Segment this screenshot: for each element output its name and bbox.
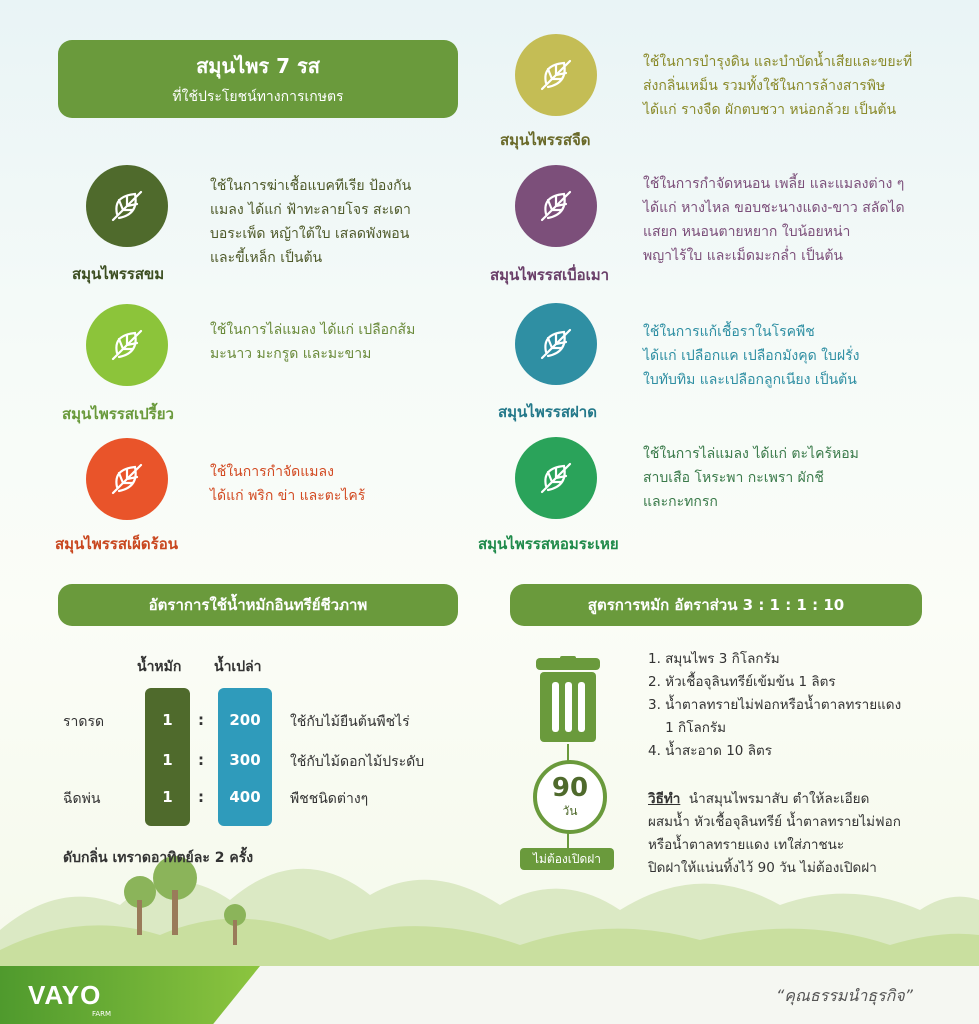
herb-desc-bland: ใช้ในการบำรุงดิน และบำบัดน้ำเสียและขยะที่ ส่งกลิ่นเหม็น รวมทั้งใช้ในการล้างสารพิษ ได้แก่ รางจืด ผักตบชวา หน่อกล้วย เป็นต้น	[643, 54, 913, 118]
method-text: วิธีทำ นำสมุนไพรมาสับ ตำให้ละเอียด ผสมน้ำ หัวเชื้อจุลินทรีย์ น้ำตาลทรายไม่ฟอก หรือน้ำตาลทรายแดง เทใส่ภาชนะ ปิดฝาให้แน่นทิ้งไว้ 90 วัน ไม่ต้องเปิดฝา	[648, 791, 901, 876]
brand-logo: VAYO	[28, 980, 102, 1010]
ingredient-item: 3. น้ำตาลทรายไม่ฟอกหรือน้ำตาลทรายแดง	[648, 697, 902, 713]
herb-name-sour: สมุนไพรรสเปรี้ยว	[62, 405, 174, 423]
formula-title: สูตรการหมัก อัตราส่วน 3 : 1 : 1 : 10	[587, 596, 845, 614]
days-value: 90	[551, 772, 589, 803]
herb-desc-spicy: ใช้ในการกำจัดแมลง ได้แก่ พริก ข่า และตะไคร้	[210, 464, 366, 504]
herb-circle-astringent	[515, 303, 597, 385]
herb-circle-spicy	[86, 438, 168, 520]
ratio-colon: :	[198, 751, 204, 769]
ratio-ferment-value: 1	[162, 751, 173, 769]
herb-desc-astringent: ใช้ในการแก้เชื้อราในโรคพืช ได้แก่ เปลือกแค เปลือกมังคุด ใบฝรั่ง ใบทับทิม และเปลือกลูกเนียง เป็นต้น	[643, 324, 860, 388]
ratio-use: ใช้กับไม้ดอกไม้ประดับ	[290, 754, 425, 770]
herb-name-bland: สมุนไพรรสจืด	[500, 131, 591, 149]
herb-circle-sour	[86, 304, 168, 386]
header-banner	[58, 40, 458, 118]
ratio-use: ใช้กับไม้ยืนต้นพืชไร่	[290, 714, 410, 730]
formula-section-header	[510, 584, 922, 626]
page-subtitle: ที่ใช้ประโยชน์ทางการเกษตร	[172, 89, 344, 105]
ingredient-item: 1 กิโลกรัม	[648, 720, 727, 736]
ratio-ferment-value: 1	[162, 788, 173, 806]
days-badge	[533, 760, 607, 834]
ingredient-item: 1. สมุนไพร 3 กิโลกรัม	[648, 651, 780, 667]
ratio-section-header	[58, 584, 458, 626]
ingredient-item: 4. น้ำสะอาด 10 ลิตร	[648, 743, 772, 759]
ratio-method: ฉีดพ่น	[63, 791, 101, 807]
ratio-colon: :	[198, 788, 204, 806]
leaf-icon	[534, 456, 578, 500]
ratio-water-value: 400	[229, 788, 261, 806]
herb-name-toxic: สมุนไพรรสเบื่อเมา	[490, 266, 610, 284]
no-open-badge: ไม่ต้องเปิดฝา	[520, 848, 614, 870]
herb-circle-bitter	[86, 165, 168, 247]
herb-circle-bland	[515, 34, 597, 116]
trash-bin-icon	[528, 656, 608, 746]
method-label: วิธีทำ	[648, 791, 681, 807]
ratio-water-value: 300	[229, 751, 261, 769]
herb-circle-aromatic	[515, 437, 597, 519]
ingredient-item: 2. หัวเชื้อจุลินทรีย์เข้มข้น 1 ลิตร	[648, 674, 836, 690]
ratio-colon: :	[198, 711, 204, 729]
herb-desc-sour: ใช้ในการไล่แมลง ได้แก่ เปลือกส้ม มะนาว มะกรูด และมะขาม	[210, 322, 416, 362]
col-ferment-label: น้ำหมัก	[137, 659, 182, 675]
herb-name-astringent: สมุนไพรรสฝาด	[498, 403, 597, 421]
days-unit: วัน	[562, 803, 578, 818]
herb-desc-toxic: ใช้ในการกำจัดหนอน เพลี้ย และแมลงต่าง ๆ ได้แก่ หางไหล ขอบชะนางแดง-ขาว สลัดได แสยก หนอนตายหยาก ใบน้อยหน่า พญาไร้ใบ และเม็ดมะกล่ำ เป็นต้น	[643, 176, 905, 264]
herb-desc-aromatic: ใช้ในการไล่แมลง ได้แก่ ตะไคร้หอม สาบเสือ โหระพา กะเพรา ผักชี และกะทกรก	[643, 446, 859, 510]
ratio-note: ดับกลิ่น เทราดอาทิตย์ละ 2 ครั้ง	[63, 850, 254, 866]
leaf-icon	[534, 184, 578, 228]
ingredient-list	[648, 648, 901, 763]
leaf-icon	[105, 184, 149, 228]
leaf-icon	[534, 322, 578, 366]
ratio-use: พืชชนิดต่างๆ	[290, 791, 369, 807]
herb-circle-toxic	[515, 165, 597, 247]
herb-name-bitter: สมุนไพรรสขม	[72, 265, 165, 283]
herb-name-spicy: สมุนไพรรสเผ็ดร้อน	[55, 535, 178, 553]
herb-name-aromatic: สมุนไพรรสหอมระเหย	[478, 535, 619, 553]
page-title: สมุนไพร 7 รส	[196, 54, 320, 78]
ratio-water-value: 200	[229, 711, 261, 729]
leaf-icon	[105, 457, 149, 501]
leaf-icon	[105, 323, 149, 367]
ratio-ferment-value: 1	[162, 711, 173, 729]
ratio-method: ราดรด	[63, 714, 105, 730]
slogan: “คุณธรรมนำธุรกิจ”	[776, 986, 913, 1005]
ratio-title: อัตราการใช้น้ำหมักอินทรีย์ชีวภาพ	[148, 596, 368, 614]
brand-sub: FARM	[92, 1010, 112, 1018]
leaf-icon	[534, 53, 578, 97]
col-water-label: น้ำเปล่า	[214, 659, 262, 675]
herb-desc-bitter: ใช้ในการฆ่าเชื้อแบคทีเรีย ป้องกัน แมลง ได้แก่ ฟ้าทะลายโจร สะเดา บอระเพ็ด หญ้าใต้ใบ เสลดพังพอน และขี้เหล็ก เป็นต้น	[210, 178, 412, 266]
